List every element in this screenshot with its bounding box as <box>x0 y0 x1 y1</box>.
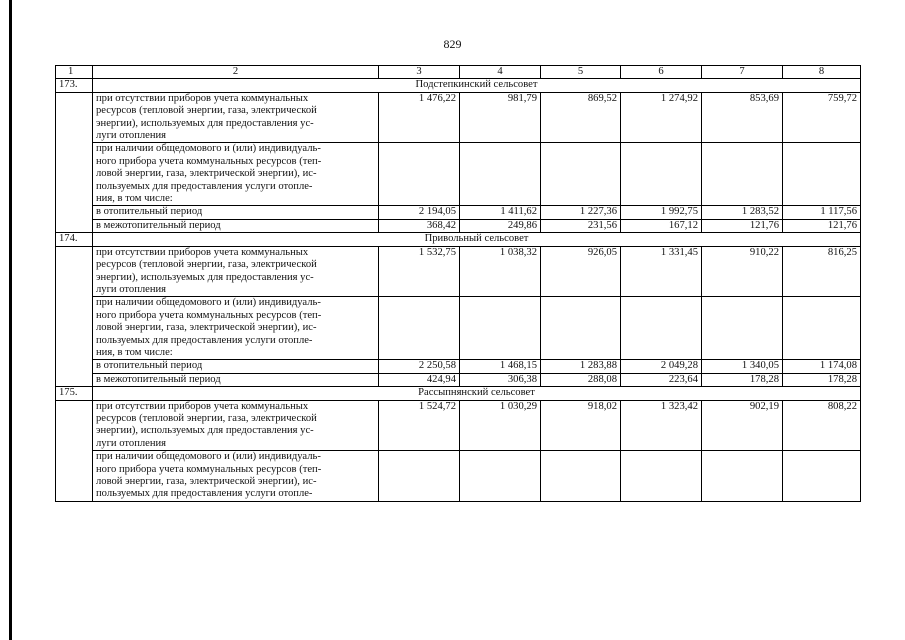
value-cell-col-3: 368,42 <box>379 219 460 232</box>
value-cell-col-4 <box>460 143 541 206</box>
row-description <box>93 246 379 297</box>
value-cell-col-4: 306,38 <box>460 373 541 386</box>
table-row <box>56 373 861 386</box>
tariff-table-body <box>56 66 861 502</box>
value-cell-col-7: 910,22 <box>702 246 783 297</box>
row-description <box>93 206 379 219</box>
value-cell-col-7: 902,19 <box>702 400 783 451</box>
description-line: ресурсов (тепловой энергии, газа, электрической <box>96 259 317 271</box>
value-cell-col-6: 167,12 <box>621 219 702 232</box>
section-number-cell <box>56 400 93 501</box>
value-cell-col-5: 288,08 <box>541 373 621 386</box>
value-cell-col-4 <box>460 297 541 360</box>
value-cell-col-7 <box>702 143 783 206</box>
value-cell-col-7: 1 340,05 <box>702 360 783 373</box>
description-line: при наличии общедомового и (или) индивидуаль- <box>96 143 321 155</box>
section-number: 175. <box>56 387 93 400</box>
binding-edge-line <box>9 0 12 640</box>
row-description <box>93 92 379 143</box>
table-row <box>56 246 861 297</box>
table-row <box>56 92 861 143</box>
description-line: пользуемых для предоставления услуги отопле- <box>96 488 313 500</box>
table-row <box>56 400 861 451</box>
value-cell-col-5: 918,02 <box>541 400 621 451</box>
description-line: энергии), используемых для предоставления ус- <box>96 271 314 283</box>
column-number-8: 8 <box>783 66 861 79</box>
value-cell-col-8: 1 174,08 <box>783 360 861 373</box>
value-cell-col-5: 926,05 <box>541 246 621 297</box>
description-line: ловой энергии, газа, электрической энергии), ис- <box>96 476 317 487</box>
value-cell-col-4: 249,86 <box>460 219 541 232</box>
section-title: Подстепкинский сельсовет <box>93 79 861 92</box>
row-description <box>93 451 379 502</box>
section-number: 173. <box>56 79 93 92</box>
description-line: в отопительный период <box>96 360 203 372</box>
value-cell-col-7 <box>702 451 783 502</box>
value-cell-col-4 <box>460 451 541 502</box>
description-line: при отсутствии приборов учета коммунальных <box>96 400 309 412</box>
description-line: ловой энергии, газа, электрической энергии), ис- <box>96 322 317 334</box>
value-cell-col-3 <box>379 143 460 206</box>
value-cell-col-6 <box>621 297 702 360</box>
value-cell-col-4: 981,79 <box>460 92 541 143</box>
table-row <box>56 143 861 206</box>
value-cell-col-6 <box>621 451 702 502</box>
section-number-cell <box>56 92 93 232</box>
value-cell-col-4: 1 038,32 <box>460 246 541 297</box>
description-line: энергии), используемых для предоставления ус- <box>96 117 314 129</box>
value-cell-col-7: 178,28 <box>702 373 783 386</box>
description-line: пользуемых для предоставления услуги отопле- <box>96 334 313 346</box>
value-cell-col-5: 1 283,88 <box>541 360 621 373</box>
table-row <box>56 219 861 232</box>
value-cell-col-3: 1 476,22 <box>379 92 460 143</box>
value-cell-col-6: 1 274,92 <box>621 92 702 143</box>
row-description <box>93 297 379 360</box>
description-line: луги отопления <box>96 130 167 142</box>
description-line: ного прибора учета коммунальных ресурсов (теп- <box>96 155 322 167</box>
table-row <box>56 297 861 360</box>
section-number-cell <box>56 246 93 386</box>
column-number-5: 5 <box>541 66 621 79</box>
description-line: ресурсов (тепловой энергии, газа, электрической <box>96 412 317 424</box>
value-cell-col-8: 759,72 <box>783 92 861 143</box>
column-number-6: 6 <box>621 66 702 79</box>
description-line: ного прибора учета коммунальных ресурсов (теп- <box>96 463 322 475</box>
value-cell-col-6: 1 323,42 <box>621 400 702 451</box>
value-cell-col-6: 223,64 <box>621 373 702 386</box>
column-number-2: 2 <box>93 66 379 79</box>
description-line: в межотопительный период <box>96 373 221 385</box>
value-cell-col-4: 1 468,15 <box>460 360 541 373</box>
value-cell-col-3 <box>379 297 460 360</box>
value-cell-col-6 <box>621 143 702 206</box>
description-line: энергии), используемых для предоставления ус- <box>96 425 314 437</box>
description-line: ния, в том числе: <box>96 193 173 205</box>
value-cell-col-5: 1 227,36 <box>541 206 621 219</box>
description-line: в межотопительный период <box>96 219 221 231</box>
description-line: при наличии общедомового и (или) индивидуаль- <box>96 297 321 309</box>
table-row <box>56 451 861 502</box>
row-description <box>93 219 379 232</box>
section-number: 174. <box>56 233 93 246</box>
value-cell-col-8: 816,25 <box>783 246 861 297</box>
description-line: ресурсов (тепловой энергии, газа, электрической <box>96 105 317 117</box>
value-cell-col-8 <box>783 297 861 360</box>
description-line: пользуемых для предоставления услуги отопле- <box>96 180 313 192</box>
value-cell-col-3: 2 250,58 <box>379 360 460 373</box>
value-cell-col-5: 869,52 <box>541 92 621 143</box>
row-description <box>93 143 379 206</box>
description-line: при отсутствии приборов учета коммунальных <box>96 92 309 104</box>
value-cell-col-5 <box>541 297 621 360</box>
value-cell-col-7: 853,69 <box>702 92 783 143</box>
description-line: ния, в том числе: <box>96 346 173 358</box>
value-cell-col-8 <box>783 451 861 502</box>
description-line: ловой энергии, газа, электрической энергии), ис- <box>96 168 317 180</box>
value-cell-col-5: 231,56 <box>541 219 621 232</box>
value-cell-col-3: 2 194,05 <box>379 206 460 219</box>
row-description <box>93 373 379 386</box>
column-number-row <box>56 66 861 79</box>
description-line: луги отопления <box>96 437 167 449</box>
value-cell-col-5 <box>541 451 621 502</box>
value-cell-col-7: 121,76 <box>702 219 783 232</box>
value-cell-col-4: 1 411,62 <box>460 206 541 219</box>
section-title: Рассыпнянский сельсовет <box>93 387 861 400</box>
table-row <box>56 206 861 219</box>
value-cell-col-6: 2 049,28 <box>621 360 702 373</box>
row-description <box>93 400 379 451</box>
value-cell-col-6: 1 331,45 <box>621 246 702 297</box>
value-cell-col-4: 1 030,29 <box>460 400 541 451</box>
column-number-1: 1 <box>56 66 93 79</box>
description-line: в отопительный период <box>96 206 203 218</box>
value-cell-col-8: 1 117,56 <box>783 206 861 219</box>
description-line: при наличии общедомового и (или) индивидуаль- <box>96 451 321 463</box>
value-cell-col-7: 1 283,52 <box>702 206 783 219</box>
description-line: при отсутствии приборов учета коммунальных <box>96 246 309 258</box>
value-cell-col-3: 1 524,72 <box>379 400 460 451</box>
row-description <box>93 360 379 373</box>
value-cell-col-8: 178,28 <box>783 373 861 386</box>
page-number: 829 <box>443 37 462 51</box>
section-row <box>56 233 861 246</box>
tariff-table <box>55 65 861 502</box>
table-row <box>56 360 861 373</box>
section-title: Привольный сельсовет <box>93 233 861 246</box>
section-row <box>56 79 861 92</box>
value-cell-col-8 <box>783 143 861 206</box>
value-cell-col-3: 424,94 <box>379 373 460 386</box>
section-row <box>56 387 861 400</box>
value-cell-col-8: 808,22 <box>783 400 861 451</box>
value-cell-col-8: 121,76 <box>783 219 861 232</box>
value-cell-col-3 <box>379 451 460 502</box>
column-number-3: 3 <box>379 66 460 79</box>
value-cell-col-3: 1 532,75 <box>379 246 460 297</box>
value-cell-col-7 <box>702 297 783 360</box>
value-cell-col-6: 1 992,75 <box>621 206 702 219</box>
column-number-7: 7 <box>702 66 783 79</box>
description-line: луги отопления <box>96 283 167 295</box>
description-line: ного прибора учета коммунальных ресурсов (теп- <box>96 309 322 321</box>
value-cell-col-5 <box>541 143 621 206</box>
column-number-4: 4 <box>460 66 541 79</box>
